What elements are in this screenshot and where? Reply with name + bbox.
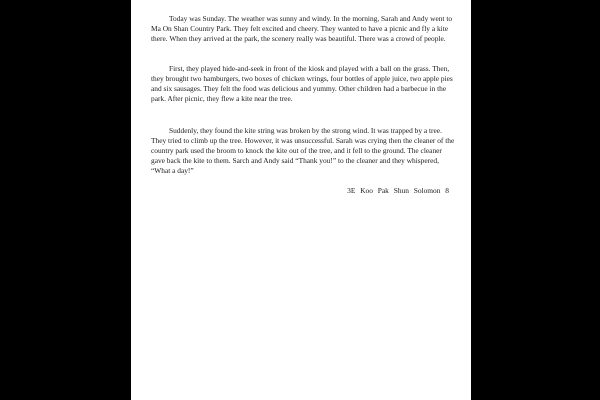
paragraph-kite-trouble: Suddenly, they found the kite string was broken by the strong wind. It was trapped by a tree. They tried to climb up the tree. However, it was unsuccessful. Sarah was crying then the cleaner of the country park used the broom to knock the kite out of the tree, and it fell to the ground. The cleaner gave back the kite to them. Sarch and Andy said “Thank you!” to the cleaner and they whispered, “What a day!” [151, 126, 455, 175]
paragraph-intro: Today was Sunday. The weather was sunny and windy. In the morning, Sarah and Andy went to Ma On Shan Country Park. They felt excited and cheery. They wanted to have a picnic and fly a kite there. When they arrived at the park, the scenery really was beautiful. There was a crowd of people. [151, 14, 453, 43]
document-page [131, 0, 471, 400]
paragraph-picnic: First, they played hide-and-seek in front of the kiosk and played with a ball on the grass. Then, they brought two hamburgers, two boxes of chicken wrings, four bottles of apple juice, two apple pies and six sausages. They felt the food was delicious and yummy. Other children had a barbecue in the park. After picnic, they flew a kite near the tree. [151, 64, 453, 103]
author-signature: 3E Koo Pak Shun Solomon 8 [347, 186, 449, 195]
